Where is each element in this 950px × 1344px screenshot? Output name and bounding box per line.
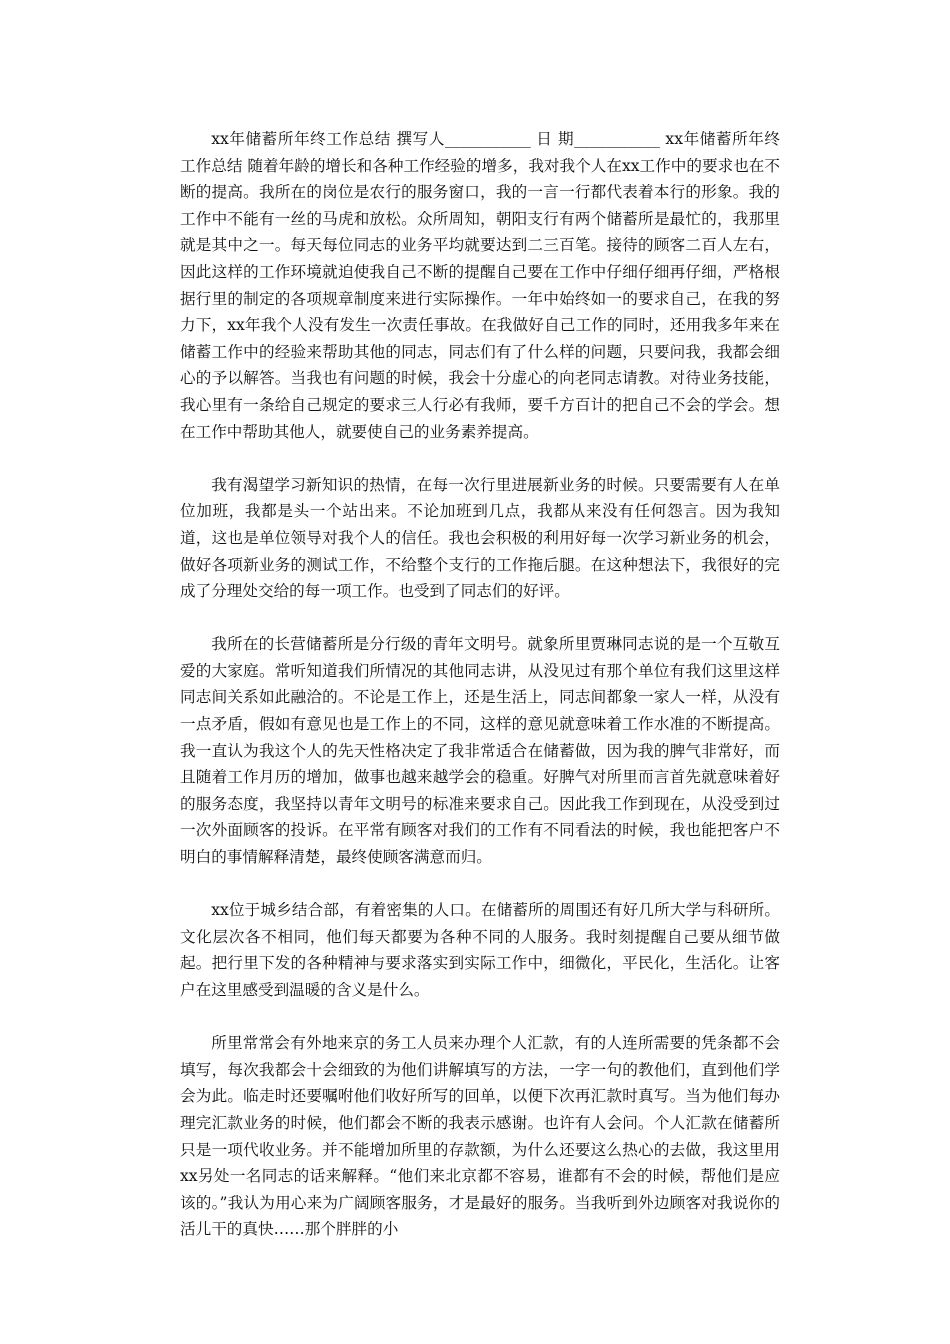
document-body <box>180 126 780 1243</box>
paragraph-gap <box>180 445 780 472</box>
paragraph-3: 我所在的长营储蓄所是分行级的青年文明号。就象所里贾琳同志说的是一个互敬互爱的大家庭。常听知道我们所情况的其他同志讲，从没见过有那个单位有我们这里这样同志间关系如此融洽的。不论是工作上，还是生活上，同志间都象一家人一样，从没有一点矛盾，假如有意见也是工作上的不同，这样的意见就意味着工作水准的不断提高。我一直认为我这个人的先天性格决定了我非常适合在储蓄做，因为我的脾气非常好，而且随着工作月历的增加，做事也越来越学会的稳重。好脾气对所里而言首先就意味着好的服务态度，我坚持以青年文明号的标准来要求自己。因此我工作到现在，从没受到过一次外面顾客的投诉。在平常有顾客对我们的工作有不同看法的时候，我也能把客户不明白的事情解释清楚，最终使顾客满意而归。 <box>180 635 780 867</box>
paragraph-1: xx年储蓄所年终工作总结 撰写人___________ 日 期___________ xx年储蓄所年终工作总结 随着年龄的增长和各种工作经验的增多，我对我个人在xx工作中的要求也在不断的提高。我所在的岗位是农行的服务窗口，我的一言一行都代表着本行的形象。我的工作中不能有一丝的马虎和放松。众所周知，朝阳支行有两个储蓄所是最忙的，我那里就是其中之一。每天每位同志的业务平均就要达到二三百笔。接待的顾客二百人左右，因此这样的工作环境就迫使我自己不断的提醒自己要在工作中仔细仔细再仔细，严格根据行里的制定的各项规章制度来进行实际操作。一年中始终如一的要求自己，在我的努力下，xx年我个人没有发生一次责任事故。在我做好自己工作的同时，还用我多年来在储蓄工作中的经验来帮助其他的同志，同志们有了什么样的问题，只要问我，我都会细心的予以解答。当我也有问题的时候，我会十分虚心的向老同志请教。对待业务技能，我心里有一条给自己规定的要求三人行必有我师，要千方百计的把自己不会的学会。想在工作中帮助其他人，就要使自己的业务素养提高。 <box>180 130 780 441</box>
paragraph-gap <box>180 871 780 898</box>
paragraph-2: 我有渴望学习新知识的热情，在每一次行里进展新业务的时候。只要需要有人在单位加班，我都是头一个站出来。不论加班到几点，我都从来没有任何怨言。因为我知道，这也是单位领导对我个人的信任。我也会积极的利用好每一次学习新业务的机会，做好各项新业务的测试工作，不给整个支行的工作拖后腿。在这种想法下，我很好的完成了分理处交给的每一项工作。也受到了同志们的好评。 <box>180 475 780 601</box>
paragraph-4: xx位于城乡结合部，有着密集的人口。在储蓄所的周围还有好几所大学与科研所。文化层次各不相同，他们每天都要为各种不同的人服务。我时刻提醒自己要从细节做起。把行里下发的各种精神与要求落实到实际工作中，细微化，平民化，生活化。让客户在这里感受到温暖的含义是什么。 <box>180 901 780 999</box>
paragraph-gap <box>180 1004 780 1031</box>
paragraph-5: 所里常常会有外地来京的务工人员来办理个人汇款，有的人连所需要的凭条都不会填写，每次我都会十会细致的为他们讲解填写的方法，一字一句的教他们，直到他们学会为此。临走时还要嘱咐他们收好所写的回单，以便下次再汇款时真写。当为他们每办理完汇款业务的时候，他们都会不断的我表示感谢。也许有人会问。个人汇款在储蓄所只是一项代收业务。并不能增加所里的存款额，为什么还要这么热心的去做，我这里用xx另处一名同志的话来解释。“他们来北京都不容易，谁都有不会的时候，帮他们是应该的。”我认为用心来为广阔顾客服务，才是最好的服务。当我听到外边顾客对我说你的活儿干的真快……那个胖胖的小 <box>180 1034 780 1239</box>
paragraph-gap <box>180 605 780 632</box>
